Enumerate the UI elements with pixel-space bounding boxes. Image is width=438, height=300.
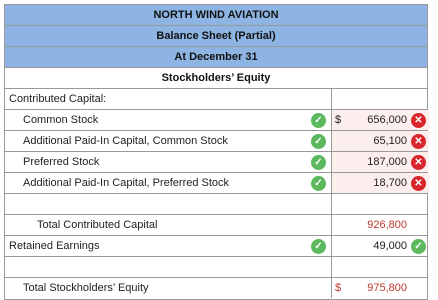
row-common-stock — [5, 110, 427, 131]
check-circle-icon: ✓ — [311, 176, 326, 191]
row-total-contributed — [5, 215, 427, 236]
currency-symbol: $ — [335, 282, 342, 294]
row-contributed-capital — [5, 89, 427, 110]
amount-cell — [331, 215, 429, 235]
check-circle-icon: ✓ — [411, 239, 426, 254]
amount-value: 18,700 — [373, 177, 407, 189]
x-circle-icon: ✕ — [411, 155, 426, 170]
check-circle-icon: ✓ — [311, 155, 326, 170]
row-label: Total Contributed Capital — [37, 219, 158, 231]
amount-input[interactable] — [331, 194, 429, 214]
amount-cell — [331, 278, 429, 298]
row-label: Preferred Stock — [23, 156, 100, 168]
amount-input[interactable] — [331, 173, 429, 193]
amount-value: 65,100 — [373, 135, 407, 147]
x-circle-icon: ✕ — [411, 134, 426, 149]
amount-input[interactable] — [331, 257, 429, 277]
amount-value: 49,000 — [373, 240, 407, 252]
row-apic-common — [5, 131, 427, 152]
amount-value: 975,800 — [367, 282, 407, 294]
row-label: Retained Earnings — [9, 240, 100, 252]
row-apic-preferred — [5, 173, 427, 194]
row-retained-earnings — [5, 236, 427, 257]
row-label: Additional Paid-In Capital, Preferred Stock — [23, 177, 230, 189]
row-preferred-stock — [5, 152, 427, 173]
row-label: Additional Paid-In Capital, Common Stock — [23, 135, 228, 147]
company-name: NORTH WIND AVIATION — [5, 5, 427, 26]
amount-value: 656,000 — [367, 114, 407, 126]
amount-input[interactable] — [331, 131, 429, 151]
check-circle-icon: ✓ — [311, 134, 326, 149]
currency-symbol: $ — [335, 114, 342, 126]
check-circle-icon: ✓ — [311, 239, 326, 254]
check-circle-icon: ✓ — [311, 113, 326, 128]
amount-input[interactable] — [331, 152, 429, 172]
x-circle-icon: ✕ — [411, 113, 426, 128]
statement-date: At December 31 — [5, 47, 427, 68]
row-label: Common Stock — [23, 114, 99, 126]
row-total-equity — [5, 278, 427, 299]
row-label: Contributed Capital: — [9, 93, 107, 105]
row-blank — [5, 194, 427, 215]
row-blank — [5, 257, 427, 278]
row-label: Total Stockholders’ Equity — [23, 282, 149, 294]
amount-input[interactable] — [331, 236, 429, 256]
amount-input[interactable] — [331, 110, 429, 130]
balance-sheet — [4, 4, 428, 300]
statement-title: Balance Sheet (Partial) — [5, 26, 427, 47]
section-title: Stockholders’ Equity — [5, 68, 427, 89]
amount-cell — [331, 89, 429, 109]
x-circle-icon: ✕ — [411, 176, 426, 191]
amount-value: 926,800 — [367, 219, 407, 231]
amount-value: 187,000 — [367, 156, 407, 168]
